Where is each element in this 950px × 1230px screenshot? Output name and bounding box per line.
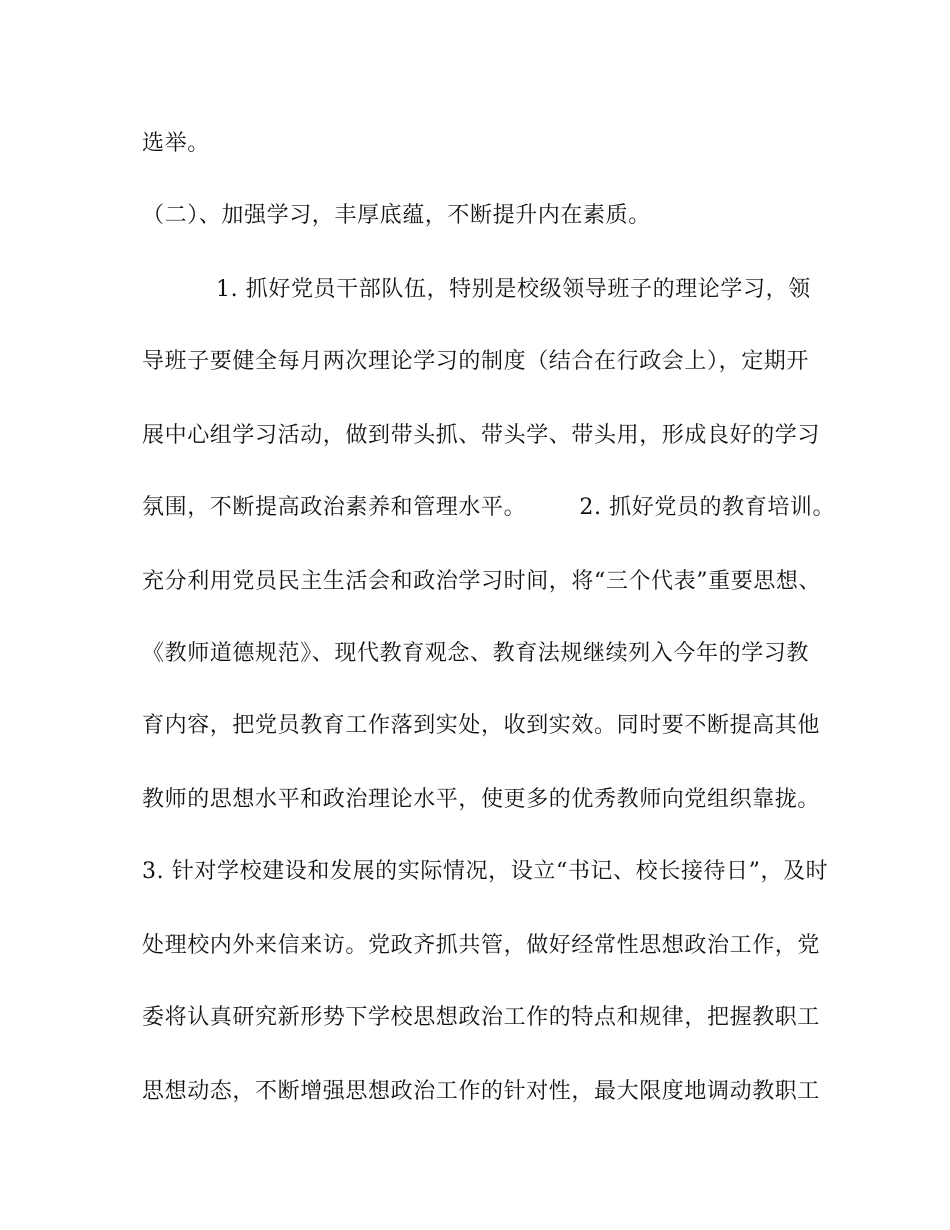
text-line: 《教师道德规范》、现代教育观念、教育法规继续列入今年的学习教: [142, 641, 810, 666]
text-line: 展中心组学习活动，做到带头抓、带头学、带头用，形成良好的学习: [142, 423, 821, 448]
section-heading: （二）、加强学习，丰厚底蕴，不断提升内在素质。: [142, 203, 651, 228]
text-line: 3. 针对学校建设和发展的实际情况，设立“书记、校长接待日”，及时: [142, 859, 829, 884]
text-line: 氛围，不断提高政治素养和管理水平。 2. 抓好党员的教育培训。: [142, 495, 836, 520]
text-line: 选举。: [142, 131, 210, 156]
text-line: 处理校内外来信来访。党政齐抓共管，做好经常性思想政治工作，党: [142, 933, 821, 958]
text-line: 教师的思想水平和政治理论水平，使更多的优秀教师向党组织靠拢。: [142, 787, 821, 812]
text-line: 1. 抓好党员干部队伍，特别是校级领导班子的理论学习，领: [216, 277, 811, 302]
text-line: 思想动态，不断增强思想政治工作的针对性，最大限度地调动教职工: [142, 1079, 821, 1104]
text-line: 充分利用党员民主生活会和政治学习时间，将“三个代表”重要思想、: [142, 569, 822, 594]
text-line: 委将认真研究新形势下学校思想政治工作的特点和规律，把握教职工: [142, 1005, 821, 1030]
text-line: 导班子要健全每月两次理论学习的制度（结合在行政会上），定期开: [142, 349, 810, 374]
text-line: 育内容，把党员教育工作落到实处，收到实效。同时要不断提高其他: [142, 713, 821, 738]
